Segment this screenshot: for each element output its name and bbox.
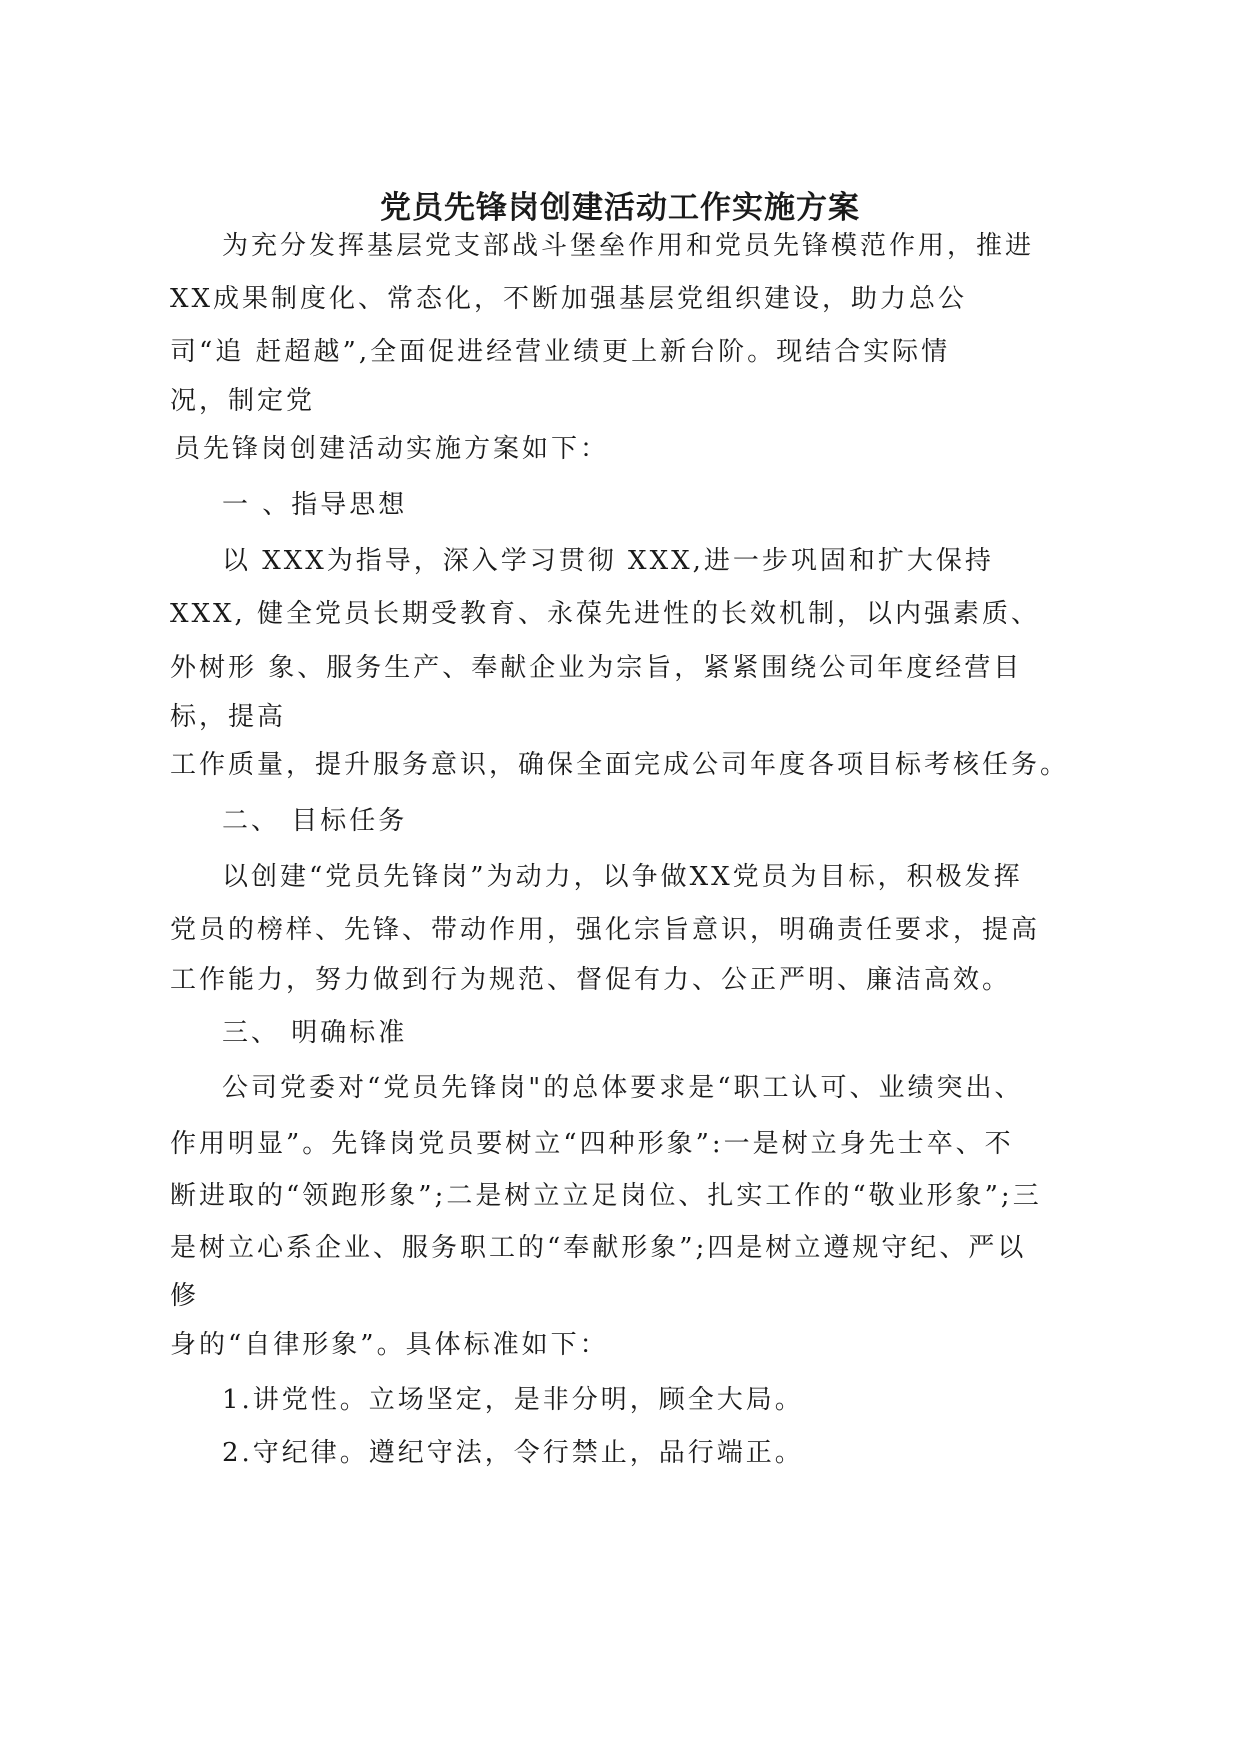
paragraph-line: 断进取的“领跑形象”;二是树立立足岗位、扎实工作的“敬业形象”;三 bbox=[170, 1181, 1042, 1211]
paragraph-line: 修 bbox=[170, 1281, 200, 1311]
paragraph-line: 为充分发挥基层党支部战斗堡垒作用和党员先锋模范作用，推进 bbox=[222, 231, 1035, 261]
paragraph-line: XX成果制度化、常态化，不断加强基层党组织建设，助力总公 bbox=[170, 284, 968, 314]
section-heading: 三、 明确标准 bbox=[222, 1018, 408, 1048]
section-heading: 一 、指导思想 bbox=[222, 490, 408, 520]
section-heading: 二、 目标任务 bbox=[222, 806, 408, 836]
document-title: 党员先锋岗创建活动工作实施方案 bbox=[380, 190, 860, 226]
list-item: 2.守纪律。遵纪守法，令行禁止，品行端正。 bbox=[222, 1438, 804, 1468]
paragraph-line: 标，提高 bbox=[170, 702, 287, 732]
paragraph-line: XXX, 健全党员长期受教育、永葆先进性的长效机制，以内强素质、 bbox=[170, 599, 1041, 629]
paragraph-line: 以 XXX为指导，深入学习贯彻 XXX,进一步巩固和扩大保持 bbox=[222, 546, 994, 576]
paragraph-line: 是树立心系企业、服务职工的“奉献形象”;四是树立遵规守纪、严以 bbox=[170, 1233, 1027, 1263]
paragraph-line: 外树形 象、服务生产、奉献企业为宗旨，紧紧围绕公司年度经营目 bbox=[170, 653, 1023, 683]
paragraph-line: 工作能力，努力做到行为规范、督促有力、公正严明、廉洁高效。 bbox=[170, 965, 1012, 995]
paragraph-line: 党员的榜样、先锋、带动作用，强化宗旨意识，明确责任要求，提高 bbox=[170, 915, 1041, 945]
list-item: 1.讲党性。立场坚定，是非分明，顾全大局。 bbox=[222, 1385, 804, 1415]
paragraph-line: 司“追 赶超越”,全面促进经营业绩更上新台阶。现结合实际情 bbox=[170, 337, 951, 367]
paragraph-line: 身的“自律形象”。具体标准如下： bbox=[170, 1330, 609, 1360]
paragraph-line: 公司党委对“党员先锋岗"的总体要求是“职工认可、业绩突出、 bbox=[222, 1073, 1024, 1103]
paragraph-line: 工作质量，提升服务意识，确保全面完成公司年度各项目标考核任务。 bbox=[170, 750, 1070, 780]
paragraph-line: 况，制定党 bbox=[170, 386, 316, 416]
paragraph-line: 以创建“党员先锋岗”为动力，以争做XX党员为目标，积极发挥 bbox=[222, 862, 1023, 892]
paragraph-line: 员先锋岗创建活动实施方案如下： bbox=[174, 434, 610, 464]
paragraph-line: 作用明显”。先锋岗党员要树立“四种形象”:一是树立身先士卒、不 bbox=[170, 1129, 1014, 1159]
